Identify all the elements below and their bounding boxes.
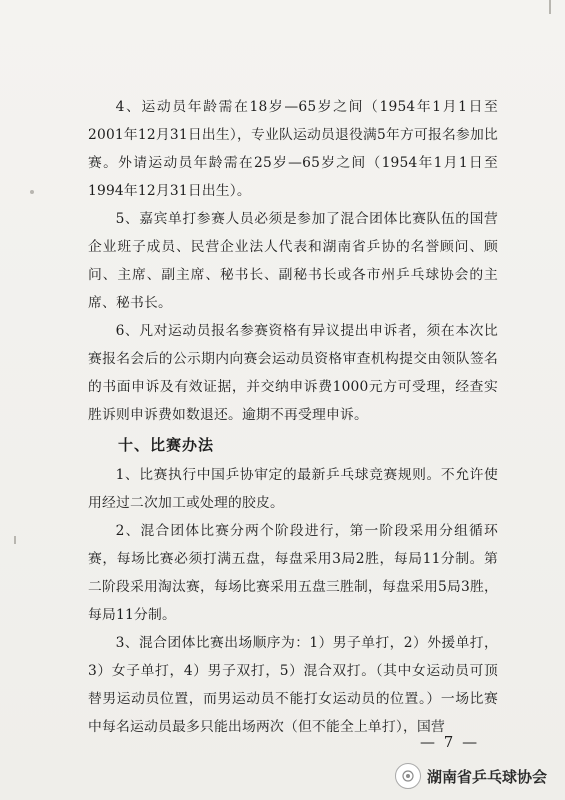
wechat-account-icon bbox=[395, 763, 421, 789]
page-number: — 7 — bbox=[420, 733, 480, 751]
paragraph-5: 5、嘉宾单打参赛人员必须是参加了混合团体比赛队伍的国营企业班子成员、民营企业法人代表和湖南省乒协的名誉顾问、顾问、主席、副主席、秘书长、副秘书长或各市州乒乓球协会的主席、秘书长。 bbox=[88, 211, 498, 311]
watermark bbox=[395, 763, 547, 789]
rule-1: 1、比赛执行中国乒协审定的最新乒乓球竞赛规则。不允许使用经过二次加工或处理的胶皮。 bbox=[88, 467, 498, 511]
rule-2: 2、混合团体比赛分两个阶段进行，第一阶段采用分组循环赛，每场比赛必须打满五盘，每盘采用3局2胜，每局11分制。第二阶段采用淘汰赛，每场比赛采用五盘三胜制，每盘采用5局3胜，每局11分制。 bbox=[88, 523, 498, 623]
paragraph-4: 4、运动员年龄需在18岁—65岁之间（1954年1月1日至2001年12月31日出生），专业队运动员退役满5年方可报名参加比赛。外请运动员年龄需在25岁—65岁之间（1954年1月1日至1994年12月31日出生）。 bbox=[88, 99, 498, 199]
scan-mark bbox=[14, 536, 16, 544]
scan-mark bbox=[549, 0, 551, 14]
paragraph-6: 6、凡对运动员报名参赛资格有异议提出申诉者，须在本次比赛报名会后的公示期内向赛会运动员资格审查机构提交由领队签名的书面申诉及有效证据，并交纳申诉费1000元方可受理，经查实胜诉则申诉费如数退还。逾期不再受理申诉。 bbox=[88, 323, 498, 423]
section-heading: 十、比赛办法 bbox=[118, 436, 215, 454]
watermark-text: 湖南省乒乓球协会 bbox=[427, 767, 548, 786]
document-body bbox=[88, 93, 498, 741]
rule-3: 3、混合团体比赛出场顺序为：1）男子单打，2）外援单打，3）女子单打，4）男子双打，5）混合双打。（其中女运动员可顶替男运动员位置，而男运动员不能打女运动员的位置。）一场比赛中每名运动员最多只能出场两次（但不能全上单打），国营 bbox=[88, 635, 498, 735]
scan-mark bbox=[30, 190, 34, 194]
